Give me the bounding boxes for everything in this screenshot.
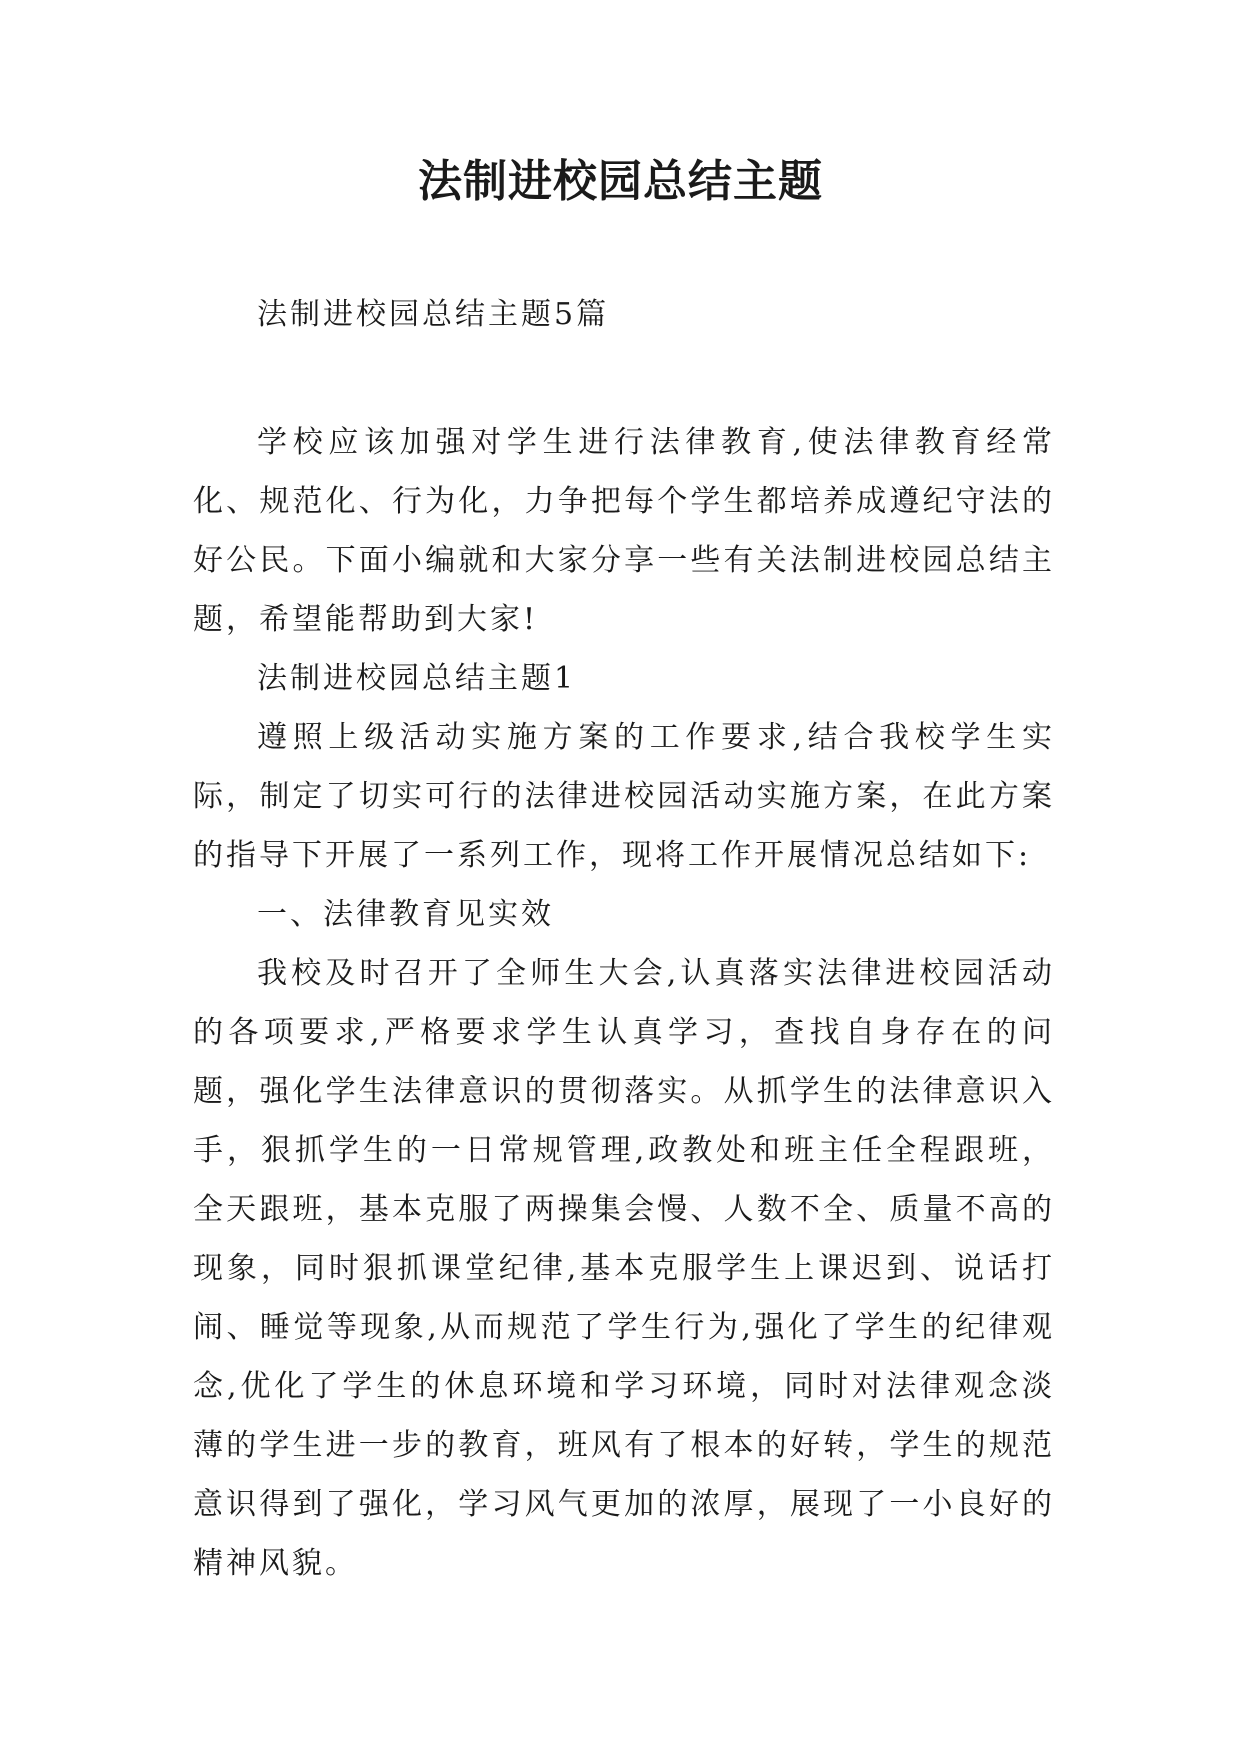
body-paragraph: 我校及时召开了全师生大会,认真落实法律进校园活动的各项要求,严格要求学生认真学习，查找自身存在的问题，强化学生法律意识的贯彻落实。从抓学生的法律意识入手，狠抓学生的一日常规管理,政教处和班主任全程跟班，全天跟班，基本克服了两操集会慢、人数不全、质量不高的现象，同时狠抓课堂纪律,基本克服学生上课迟到、说话打闹、睡觉等现象,从而规范了学生行为,强化了学生的纪律观念,优化了学生的休息环境和学习环境，同时对法律观念淡薄的学生进一步的教育，班风有了根本的好转，学生的规范意识得到了强化，学习风气更加的浓厚，展现了一小良好的精神风貌。 — [193, 956, 1055, 1581]
body-paragraph: 遵照上级活动实施方案的工作要求,结合我校学生实际，制定了切实可行的法律进校园活动实施方案，在此方案的指导下开展了一系列工作，现将工作开展情况总结如下: — [193, 720, 1055, 873]
subtitle-paragraph: 法制进校园总结主题5篇 — [257, 297, 610, 332]
document-title: 法制进校园总结主题 — [418, 156, 823, 207]
section-heading: 法制进校园总结主题1 — [257, 661, 577, 696]
document-body — [193, 285, 1055, 1593]
intro-paragraph: 学校应该加强对学生进行法律教育,使法律教育经常化、规范化、行为化，力争把每个学生都培养成遵纪守法的好公民。下面小编就和大家分享一些有关法制进校园总结主题，希望能帮助到大家! — [193, 425, 1055, 637]
subsection-heading: 一、法律教育见实效 — [257, 897, 554, 932]
